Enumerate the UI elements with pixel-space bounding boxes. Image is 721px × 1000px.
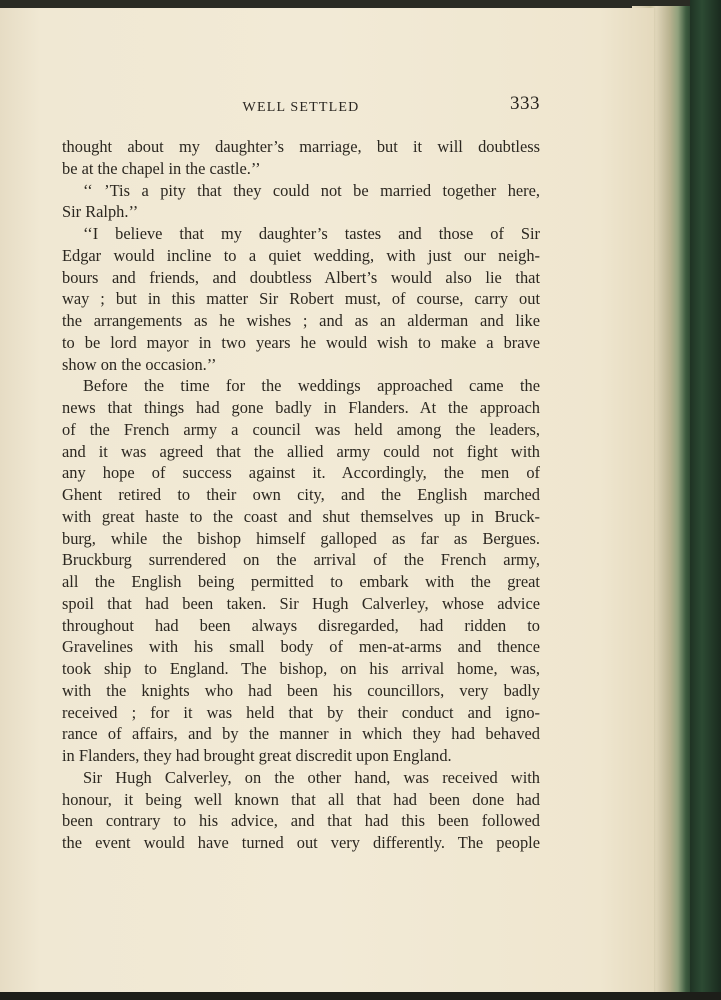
- text-line: Before the time for the weddings approached came the: [83, 376, 540, 396]
- text-line: to be lord mayor in two years he would wish to make a brave: [62, 332, 540, 352]
- running-title: WELL SETTLED: [242, 100, 360, 115]
- text-line: the event would have turned out very differently. The people: [62, 833, 540, 852]
- text-line: Sir Ralph.’’: [62, 202, 139, 222]
- text-line: Edgar would incline to a quiet wedding, with just our neigh-: [62, 245, 540, 265]
- text-line: Gravelines with his small body of men-at-arms and thence: [62, 637, 540, 657]
- text-line: in Flanders, they had brought great discredit upon England.: [62, 746, 452, 765]
- text-line: Bruckburg surrendered on the arrival of the French army,: [62, 550, 540, 570]
- text-line: ‘‘I believe that my daughter’s tastes and those of Sir: [83, 224, 540, 243]
- text-line: show on the occasion.’’: [62, 354, 217, 374]
- text-line: bours and friends, and doubtless Albert’s would also lie that: [62, 267, 540, 287]
- text-line: all the English being permitted to embark with the great: [62, 572, 540, 591]
- top-scan-edge: [0, 0, 721, 8]
- text-line: been contrary to his advice, and that had this been followed: [62, 811, 540, 831]
- text-line: spoil that had been taken. Sir Hugh Calverley, whose advice: [62, 593, 540, 613]
- text-line: received ; for it was held that by their conduct and igno-: [62, 702, 540, 722]
- text-line: the arrangements as he wishes ; and as an alderman and like: [62, 311, 540, 330]
- text-line: any hope of success against it. Accordingly, the men of: [62, 463, 540, 483]
- text-line: be at the chapel in the castle.’’: [62, 158, 261, 178]
- text-line: and it was agreed that the allied army could not fight with: [62, 441, 540, 461]
- text-line: rance of affairs, and by the manner in which they had behaved: [62, 724, 540, 744]
- text-line: Sir Hugh Calverley, on the other hand, was received with: [83, 767, 540, 787]
- text-line: Ghent retired to their own city, and the English marched: [62, 485, 540, 504]
- page-number: 333: [510, 93, 540, 114]
- text-line: news that things had gone badly in Flanders. At the approach: [62, 398, 540, 417]
- running-head: [62, 92, 540, 128]
- text-line: of the French army a council was held among the leaders,: [62, 419, 540, 439]
- text-line: thought about my daughter’s marriage, but it will doubtless: [62, 137, 540, 156]
- body-text: [62, 136, 540, 854]
- text-line: throughout had been always disregarded, had ridden to: [62, 615, 540, 635]
- text-line: with great haste to the coast and shut themselves up in Bruck-: [62, 506, 540, 526]
- bottom-scan-edge: [0, 992, 721, 1000]
- text-line: way ; but in this matter Sir Robert must, of course, carry out: [62, 289, 540, 309]
- text-line: with the knights who had been his councillors, very badly: [62, 680, 540, 700]
- text-line: took ship to England. The bishop, on his arrival home, was,: [62, 659, 540, 678]
- text-line: ‘‘ ’Tis a pity that they could not be married together here,: [83, 180, 540, 200]
- text-line: burg, while the bishop himself galloped as far as Bergues.: [62, 528, 540, 548]
- text-line: honour, it being well known that all that had been done had: [62, 789, 540, 809]
- book-cover-edge: [690, 0, 721, 1000]
